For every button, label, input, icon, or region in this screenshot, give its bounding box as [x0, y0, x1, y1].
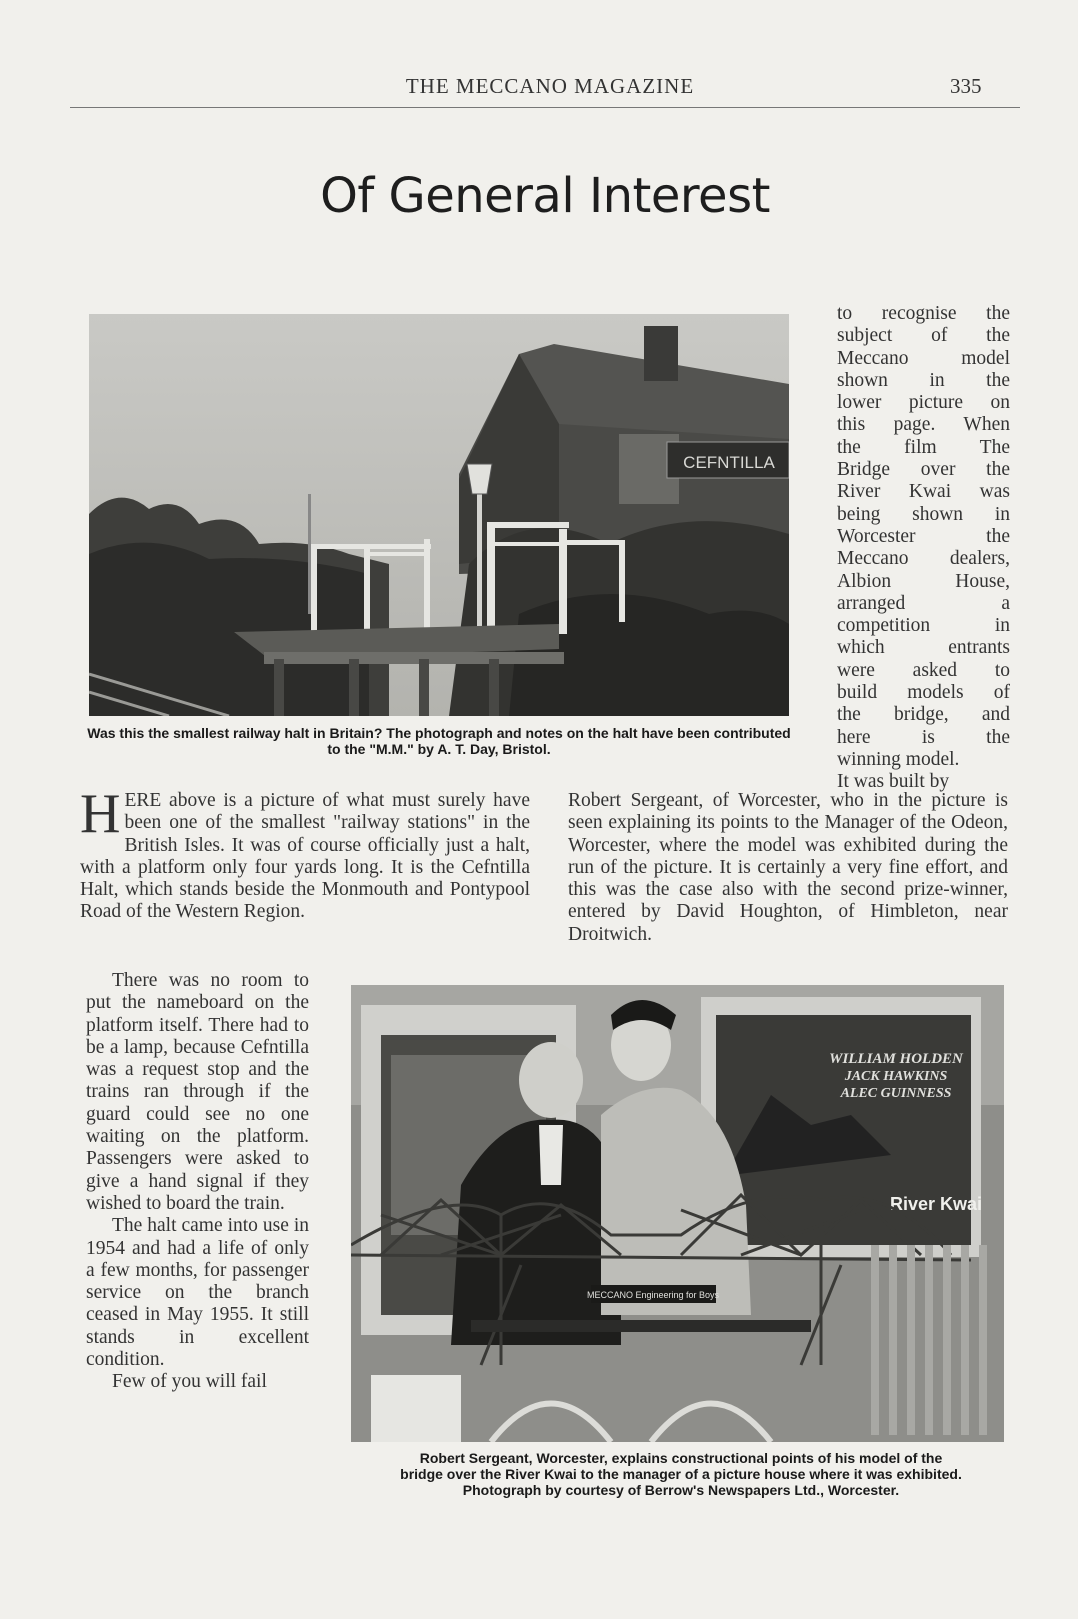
right-column-bottom — [568, 790, 1008, 946]
text-line: which entrants — [837, 637, 1010, 659]
text-line: subject of the — [837, 325, 1010, 347]
text-line: shown in the — [837, 369, 1010, 391]
intro-paragraph — [80, 783, 530, 924]
nameboard-text: CEFNTILLA — [683, 453, 775, 472]
text-line: Bridge over the — [837, 459, 1010, 481]
text-line: competition in — [837, 615, 1010, 637]
poster-cast-3: ALEC GUINNESS — [840, 1086, 952, 1101]
running-head: THE MECCANO MAGAZINE — [405, 74, 695, 98]
text-line: winning model. — [837, 748, 960, 770]
bridge-model-illustration — [351, 985, 1004, 1442]
caption-line: Robert Sergeant, Worcester, explains constructional points of his model of the — [419, 1450, 943, 1466]
text-line: River Kwai was — [837, 481, 1010, 503]
right-column-top — [837, 303, 1010, 794]
text-line: Meccano dealers, — [837, 548, 1010, 570]
model-plaque: MECCANO Engineering for Boys — [586, 1290, 720, 1300]
page-number: 335 — [950, 74, 982, 98]
bridge-photo-caption — [348, 1450, 1014, 1498]
text-line: being shown in — [837, 503, 1010, 525]
text-line: the bridge, and — [837, 704, 1010, 726]
left-narrow-column — [86, 970, 309, 1394]
bridge-model-photo — [351, 985, 1004, 1442]
text-line: this page. When — [837, 414, 1010, 436]
paragraph-halt-history: The halt came into use in 1954 and had a life of only a few months, for passenger service on the branch ceased in May 1955. It still stands in excellent condition. — [86, 1215, 309, 1371]
text-line: were asked to — [837, 659, 1010, 681]
text-line: the film The — [837, 436, 1010, 458]
text-line: here is the — [837, 726, 1010, 748]
paragraph-nameboard: There was no room to put the nameboard on the platform itself. There had to be a lamp, because Cefntilla was a request stop and the trains ran through if the guard could see no one waiting on the platform. Passengers were asked to give a hand signal if they wished to board the train. — [86, 970, 309, 1214]
text-line: build models of — [837, 682, 1010, 704]
text-line: arranged a — [837, 592, 1010, 614]
intro-text: ERE above is a picture of what must surely have been one of the smallest "railway stations" in the British Isles. It was of course officially just a halt, with a platform only four yards long. It is the Cefntilla Halt, which stands beside the Monmouth and Pontypool Road of the Western Region. — [80, 790, 530, 923]
text-line: to recognise the — [837, 303, 1010, 324]
halt-photo-caption: Was this the smallest railway halt in Britain? The photograph and notes on the halt have been contributed to the "M.M." by A. T. Day, Bristol. — [87, 725, 791, 757]
poster-title: River Kwai — [889, 1194, 983, 1214]
header-rule — [70, 107, 1020, 108]
drop-cap: H — [80, 783, 121, 845]
text-line: Meccano model — [837, 347, 1010, 369]
caption-line: Photograph by courtesy of Berrow's Newspapers Ltd., Worcester. — [462, 1482, 900, 1498]
railway-halt-illustration — [89, 314, 789, 716]
text-line: It was built by — [837, 771, 950, 793]
text-line: Worcester the — [837, 525, 1010, 547]
text-line: Albion House, — [837, 570, 1010, 592]
text-line: lower picture on — [837, 392, 1010, 414]
page-title: Of General Interest — [320, 168, 770, 224]
poster-cast-1: WILLIAM HOLDEN — [829, 1051, 963, 1067]
paragraph-continuation: Few of you will fail — [112, 1371, 267, 1393]
paragraph-model-builder: Robert Sergeant, of Worcester, who in the picture is seen explaining its points to the Manager of the Odeon, Worcester, where the model was exhibited during the run of the picture. It is certainly a very fine effort, and this was the case also with the second prize-winner, entered by David Houghton, of Himbleton, near Droitwich. — [568, 790, 1008, 945]
poster-cast-2: JACK HAWKINS — [844, 1069, 948, 1084]
railway-halt-photo — [89, 314, 789, 716]
caption-line: bridge over the River Kwai to the manager of a picture house where it was exhibited. — [400, 1466, 962, 1482]
